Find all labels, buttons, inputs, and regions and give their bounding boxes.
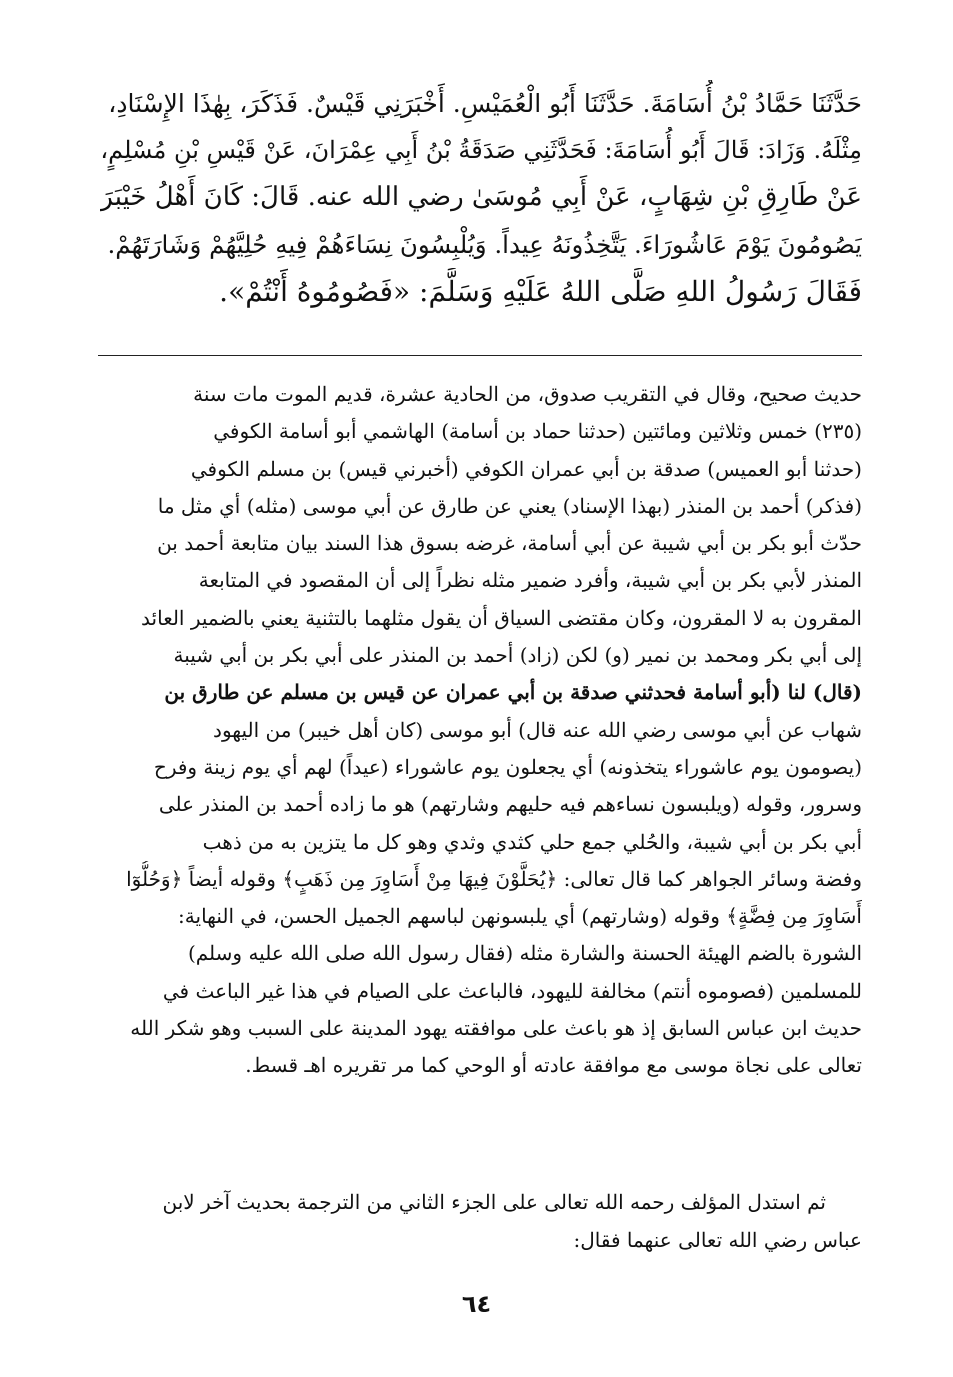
commentary-line: (٢٣٥) خمس وثلاثين ومائتين (حدثنا حماد بن أسامة) الهاشمي أبو أسامة الكوفي [213,419,862,444]
commentary-line: أَسَاوِرَ مِن فِضَّةٍ﴾ وقوله (وشارتهم) أي يلبسونهن لباسهم الجميل الحسن، في النهاية: [178,904,862,929]
commentary-line: أبي بكر بن أبي شيبة، والحُلي جمع حلي كثدي وثدي وهو كل ما يتزين به من ذهب [202,829,862,854]
page-number: ٦٤ [461,1290,492,1318]
hadith-line: حَدَّثَنَا حَمَّادُ بْنُ أُسَامَةَ. حَدَّثَنَا أَبُو الْعُمَيْسِ. أَخْبَرَنِي قَيْسٌ. فَذَكَرَ، بِهٰذَا الإِسْنَادِ، [108,89,862,118]
commentary-line: وسرور، وقوله (ويلبسون نساءهم فيه حليهم وشارتهم) هو ما زاده أحمد بن المنذر على [158,792,862,817]
footnote-separator [98,355,862,356]
commentary-line: حديث صحيح، وقال في التقريب صدوق، من الحادية عشرة، قديم الموت مات سنة [193,382,862,406]
commentary-line: المنذر لأبي بكر بن أبي شيبة، وأفرد ضمير مثله نظراً إلى أن المقصود في المتابعة [198,568,862,593]
commentary-line: للمسلمين (فصوموه أنتم) مخالفة لليهود، فالباعث على الصيام في هذا غير الباعث في [162,978,862,1003]
commentary-line: المقرون به لا المقرون، وكان مقتضى السياق أن يقول مثلهما بالتثنية يعني بالضمير العائد [141,605,862,630]
hadith-line: مِثْلَهُ. وَزَادَ: قَالَ أَبُو أُسَامَةَ: فَحَدَّثَنِي صَدَقَةُ بْنُ أَبِي عِمْرَانَ، عَنْ قَيْسِ بْنِ مُسْلِمٍ، [100,136,862,164]
commentary-line: حديث ابن عباس السابق إذ هو باعث على موافقته يهود المدينة على السبب وهو شكر الله [130,1016,862,1041]
commentary-line: (يصومون يوم عاشوراء يتخذونه) أي يجعلون يوم عاشوراء (عيداً) لهم أي يوم زينة وفرح [153,754,862,779]
closing-line: ثم استدل المؤلف رحمه الله تعالى على الجزء الثاني من الترجمة بحديث آخر لابن [162,1190,826,1214]
commentary-line: (قال) لنا (أبو أسامة فحدثني صدقة بن أبي عمران عن قيس بن مسلم عن طارق بن [164,680,862,705]
closing-line: عباس رضي الله تعالى عنهما فقال: [573,1228,862,1252]
commentary-line: (فذكر) أحمد بن المنذر (بهذا الإسناد) يعني عن طارق عن أبي موسى (مثله) أي مثل ما [157,493,862,518]
hadith-line: فَقَالَ رَسُولُ اللهِ صَلَّى اللهُ عَلَيْهِ وَسَلَّمَ: «فَصُومُوهُ أَنْتُمْ». [219,275,862,308]
hadith-text [100,80,862,315]
commentary-line: الشورة بالضم الهيئة الحسنة والشارة مثله (فقال رسول الله صلى الله عليه وسلم) [187,941,862,966]
commentary-line: (حدثنا أبو العميس) صدقة بن أبي عمران الكوفي (أخبرني قيس) بن مسلم الكوفي [190,456,862,481]
hadith-line: عَنْ طَارِقِ بْنِ شِهَابٍ، عَنْ أَبِي مُوسَىٰ رضي الله عنه. قَالَ: كَانَ أَهْلُ خَيْبَرَ [100,182,862,212]
closing-paragraph [100,1183,862,1259]
commentary-text [100,376,862,1085]
commentary-line: تعالى على نجاة موسى مع موافقة عادته أو الوحي كما مر تقريره اهـ قسط. [245,1053,862,1078]
commentary-line: حدّث أبو بكر بن أبي شيبة عن أبي أسامة، غرضه بسوق هذا السند بيان متابعة أحمد بن [157,531,862,556]
commentary-line: شهاب عن أبي موسى رضي الله عنه قال) أبو موسى (كان أهل خيبر) من اليهود [213,717,862,742]
hadith-line: يَصُومُونَ يَوْمَ عَاشُورَاءَ. يَتَّخِذُونَهُ عِيداً. وَيُلْبِسُونَ نِسَاءَهُمْ فِيهِ حُلِيَّهُمْ وَشَارَتَهُمْ. [107,230,862,259]
commentary-line: إلى أبي بكر ومحمد بن نمير (و) لكن (زاد) أحمد بن المنذر على أبي بكر بن أبي شيبة [173,643,862,668]
commentary-line: وفضة وسائر الجواهر كما قال تعالى: ﴿يُحَلَّوْنَ فِيهَا مِنْ أَسَاوِرَ مِن ذَهَبٍ﴾ وقوله أيضاً ﴿وَحُلُّوٓا [126,866,862,891]
